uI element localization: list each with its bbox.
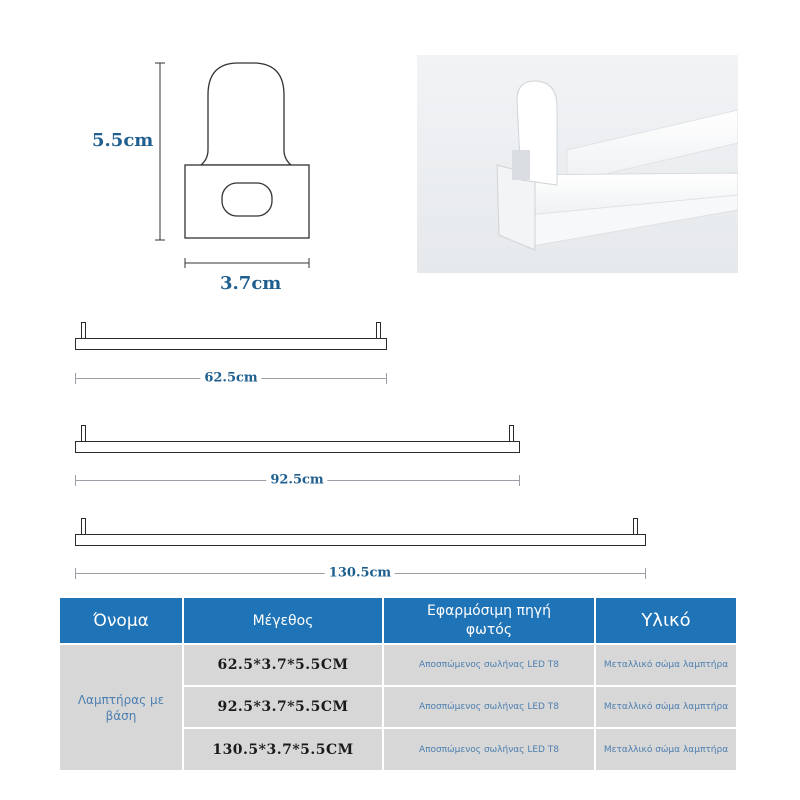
- table-row-light-source: [384, 645, 594, 685]
- pin-right: [376, 322, 381, 339]
- table-row-light-source: [384, 729, 594, 770]
- size-value: 92.5*3.7*5.5CM: [217, 699, 349, 715]
- length-label: 130.5cm: [325, 566, 395, 581]
- material-value: Μεταλλικό σώμα λαμπτήρα: [603, 744, 729, 755]
- pin-right: [509, 425, 514, 442]
- table-row-material: [596, 687, 736, 727]
- height-label: 5.5cm: [92, 130, 154, 151]
- endcap-drawing: [150, 55, 325, 275]
- size-value: 130.5*3.7*5.5CM: [212, 741, 354, 758]
- spec-table: [60, 598, 736, 770]
- dimension-tick: [519, 475, 520, 486]
- dimension-tick: [75, 568, 76, 579]
- fixture-bar: [75, 338, 387, 350]
- table-row-size: [184, 687, 382, 727]
- width-label: 3.7cm: [220, 273, 282, 294]
- light-source-value: Αποσπώμενος σωλήνας LED T8: [418, 660, 560, 670]
- table-row-material: [596, 729, 736, 770]
- size-value: 62.5*3.7*5.5CM: [217, 657, 349, 673]
- table-row-size: [184, 729, 382, 770]
- pin-left: [81, 425, 86, 442]
- material-value: Μεταλλικό σώμα λαμπτήρα: [603, 702, 729, 712]
- dimension-tick: [386, 373, 387, 384]
- table-row-size: [184, 645, 382, 685]
- light-source-value: Αποσπώμενος σωλήνας LED T8: [418, 702, 560, 712]
- length-label: 92.5cm: [266, 473, 327, 488]
- product-name-cell: Λαμπτήρας με βάση: [60, 645, 182, 770]
- pin-left: [81, 322, 86, 339]
- header-light-source: Εφαρμόσιμη πηγή φωτός: [384, 598, 596, 643]
- table-row-light-source: [384, 687, 594, 727]
- fixture-bar: [75, 534, 646, 546]
- dimension-tick: [75, 373, 76, 384]
- fixture-photo-illustration: [417, 55, 738, 273]
- pin-left: [81, 518, 86, 535]
- light-source-value: Αποσπώμενος σωλήνας LED T8: [418, 744, 560, 755]
- header-material: Υλικό: [596, 598, 736, 643]
- dimension-tick: [75, 475, 76, 486]
- header-size: Μέγεθος: [184, 598, 384, 643]
- length-label: 62.5cm: [200, 371, 261, 386]
- fixture-bar: [75, 441, 520, 453]
- dimension-tick: [645, 568, 646, 579]
- pin-right: [633, 518, 638, 535]
- header-name: Όνομα: [60, 598, 184, 643]
- product-photo: [417, 55, 738, 273]
- material-value: Μεταλλικό σώμα λαμπτήρα: [603, 660, 729, 670]
- table-row-material: [596, 645, 736, 685]
